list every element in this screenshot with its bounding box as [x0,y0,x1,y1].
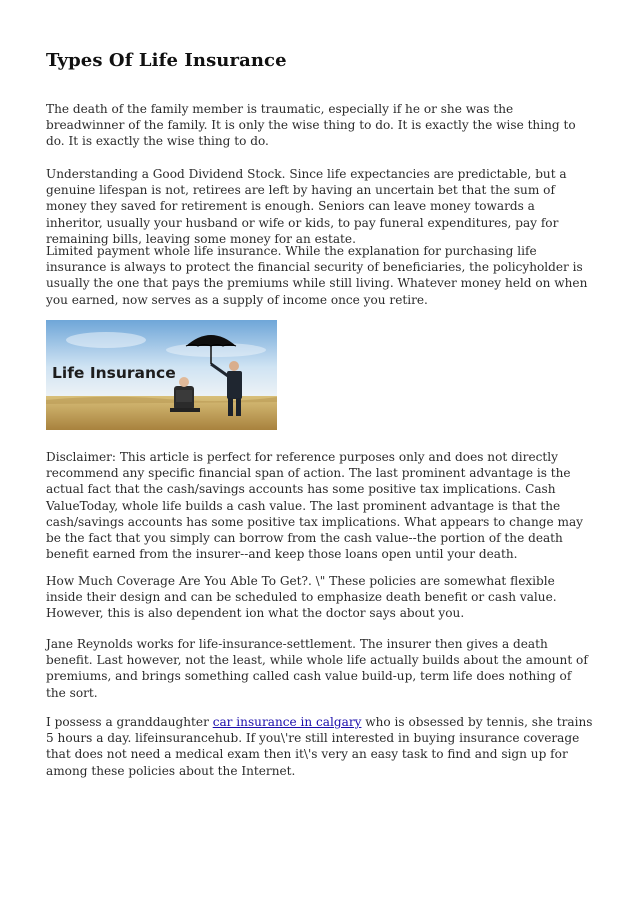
image-caption-label: Life Insurance [52,364,176,382]
paragraph-jane-reynolds: Jane Reynolds works for life-insurance-settlement. The insurer then gives a death benefit. Last however, not the least, while whole life actually builds about the amount of premiums, and brings something called cash value build-up, term life does nothing of the sort. [46,637,588,700]
life-insurance-image [46,320,277,430]
paragraph-text-before-link: I possess a granddaughter [46,715,213,729]
paragraph-granddaughter [46,714,594,779]
paragraph-limited-payment: Limited payment whole life insurance. While the explanation for purchasing life insurance is always to protect the financial security of beneficiaries, the policyholder is usually the one that pays the premiums while still living. Whatever money held on when you earned, now serves as a supply of income once you retire. [46,244,588,307]
car-insurance-link[interactable]: car insurance in calgary [212,715,362,729]
paragraph-intro: The death of the family member is traumatic, especially if he or she was the breadwinner of the family. It is only the wise thing to do. It is exactly the wise thing to do. It is exactly the wise thing to do. [46,102,576,149]
paragraph-dividend-stock: Understanding a Good Dividend Stock. Since life expectancies are predictable, but a genuine lifespan is not, retirees are left by having an uncertain bet that the sum of money they saved for retirement is enough. Seniors can leave money towards a inheritor, usually your husband or wife or kids, to pay funeral expenditures, pay for remaining bills, leaving some money for an estate. [46,167,567,246]
paragraph-disclaimer: Disclaimer: This article is perfect for reference purposes only and does not directly recommend any specific financial span of action. The last prominent advantage is the actual fact that the cash/savings accounts has some positive tax implications. Cash ValueToday, whole life builds a cash value. The last prominent advantage is that the cash/savings accounts has some positive tax implications. What appears to change may be the fact that you simply can borrow from the cash value--the portion of the death benefit earned from the insurer--and keep those loans open until your death. [46,450,583,562]
paragraph-coverage: How Much Coverage Are You Able To Get?. \" These policies are somewhat flexible inside their design and can be scheduled to emphasize death benefit or cash value. However, this is also dependent ion what the doctor says about you. [46,574,557,621]
page-title: Types Of Life Insurance [46,50,287,71]
paragraph-text-after-link: who is obsessed by tennis, she trains 5 hours a day. lifeinsurancehub. If you\'re still interested in buying insurance coverage that does not need a medical exam then it\'s very an easy task to find and sign up for among these policies about the Internet. [46,715,593,778]
